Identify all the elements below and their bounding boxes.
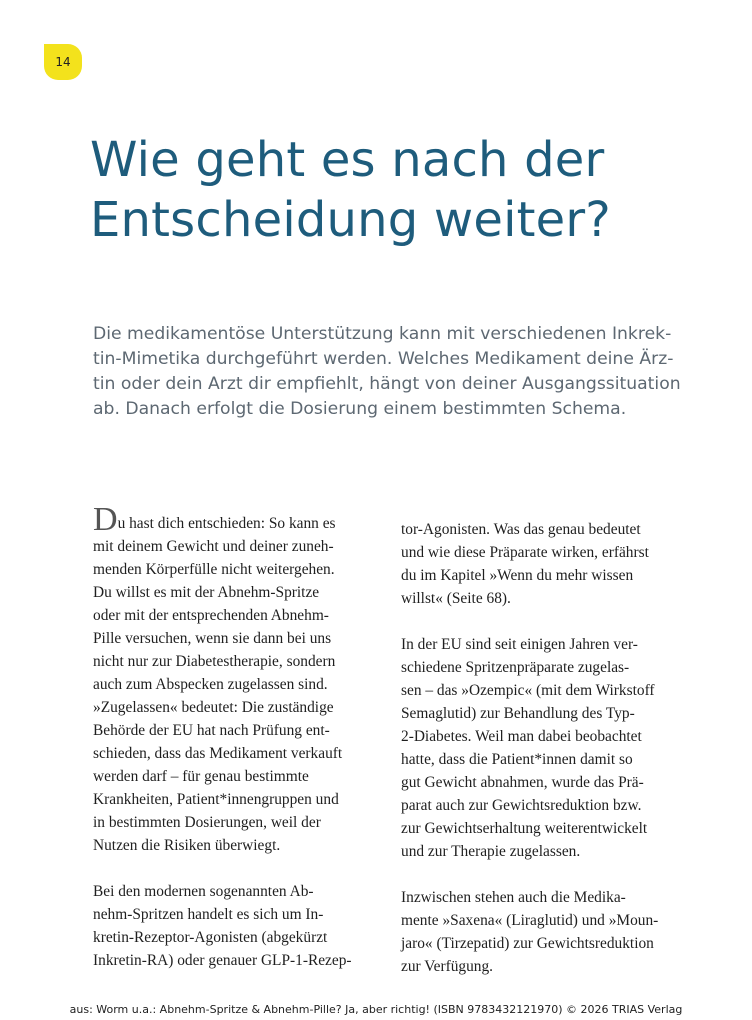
right-paragraph-2 xyxy=(401,633,701,863)
text-line: In der EU sind seit einigen Jahren ver- xyxy=(401,636,638,653)
text-line: Krankheiten, Patient*innengruppen und xyxy=(93,791,339,808)
title-line: Entscheidung weiter? xyxy=(90,192,611,248)
text-line: mente »Saxena« (Liraglutid) und »Moun- xyxy=(401,912,659,929)
text-line: schiedene Spritzenpräparate zugelas- xyxy=(401,659,630,676)
text-line: zur Verfügung. xyxy=(401,958,494,975)
text-line: schieden, dass das Medikament verkauft xyxy=(93,745,343,762)
text-line: Nutzen die Risiken überwiegt. xyxy=(93,837,281,854)
text-line: hatte, dass die Patient*innen damit so xyxy=(401,751,633,768)
intro-line: tin-Mimetika durchgeführt werden. Welches Medikament deine Ärz- xyxy=(93,349,674,369)
page-title xyxy=(90,130,710,250)
text-line: werden darf – für genau bestimmte xyxy=(93,768,309,785)
text-line: 2-Diabetes. Weil man dabei beobachtet xyxy=(401,728,642,745)
text-line: jaro« (Tirzepatid) zur Gewichtsreduktion xyxy=(401,935,654,952)
text-line: und zur Therapie zugelassen. xyxy=(401,843,581,860)
text-line: kretin-Rezeptor-Agonisten (abgekürzt xyxy=(93,929,328,946)
text-line: Pille versuchen, wenn sie dann bei uns xyxy=(93,630,332,647)
title-line: Wie geht es nach der xyxy=(90,132,605,188)
text-line: tor-Agonisten. Was das genau bedeutet xyxy=(401,521,641,538)
left-paragraph-1 xyxy=(93,535,393,857)
page-number-badge xyxy=(44,44,82,80)
text-line: und wie diese Präparate wirken, erfährst xyxy=(401,544,649,561)
text-line: sen – das »Ozempic« (mit dem Wirkstoff xyxy=(401,682,655,699)
first-line-text: u hast dich entschieden: So kann es xyxy=(117,515,336,532)
right-paragraph-1 xyxy=(401,518,701,610)
text-line: nicht nur zur Diabetestherapie, sondern xyxy=(93,653,336,670)
intro-line: ab. Danach erfolgt die Dosierung einem bestimmten Schema. xyxy=(93,399,627,419)
left-column xyxy=(93,501,393,972)
text-line: in bestimmten Dosierungen, weil der xyxy=(93,814,321,831)
intro-line: Die medikamentöse Unterstützung kann mit verschiedenen Inkrek- xyxy=(93,324,672,344)
intro-line: tin oder dein Arzt dir empfiehlt, hängt von deiner Ausgangssituation xyxy=(93,374,681,394)
text-line: »Zugelassen« bedeutet: Die zuständige xyxy=(93,699,334,716)
text-line: mit deinem Gewicht und deiner zuneh- xyxy=(93,538,334,555)
right-column xyxy=(401,518,701,978)
page-number: 14 xyxy=(55,55,71,69)
text-line: parat auch zur Gewichtsreduktion bzw. xyxy=(401,797,642,814)
intro-paragraph xyxy=(93,322,713,422)
text-line: menden Körperfülle nicht weitergehen. xyxy=(93,561,335,578)
right-paragraph-3 xyxy=(401,886,701,978)
text-line: Behörde der EU hat nach Prüfung ent- xyxy=(93,722,330,739)
text-line: du im Kapitel »Wenn du mehr wissen xyxy=(401,567,634,584)
drop-cap: D xyxy=(93,501,118,538)
text-line: gut Gewicht abnahmen, wurde das Prä- xyxy=(401,774,644,791)
text-line: Du willst es mit der Abnehm-Spritze xyxy=(93,584,320,601)
text-line: Inzwischen stehen auch die Medika- xyxy=(401,889,626,906)
text-line: zur Gewichtserhaltung weiterentwickelt xyxy=(401,820,648,837)
left-paragraph-2 xyxy=(93,880,393,972)
text-line: willst« (Seite 68). xyxy=(401,590,511,607)
text-line: nehm-Spritzen handelt es sich um In- xyxy=(93,906,324,923)
text-line: Semaglutid) zur Behandlung des Typ- xyxy=(401,705,635,722)
text-line: oder mit der entsprechenden Abnehm- xyxy=(93,607,329,624)
text-line: Bei den modernen sogenannten Ab- xyxy=(93,883,314,900)
footer-citation: aus: Worm u.a.: Abnehm-Spritze & Abnehm-Pille? Ja, aber richtig! (ISBN 9783432121970) © 2026 TRIAS Verlag xyxy=(69,1003,683,1016)
text-line: auch zum Abspecken zugelassen sind. xyxy=(93,676,328,693)
first-line xyxy=(93,501,393,538)
text-line: Inkretin-RA) oder genauer GLP-1-Rezep- xyxy=(93,952,352,969)
